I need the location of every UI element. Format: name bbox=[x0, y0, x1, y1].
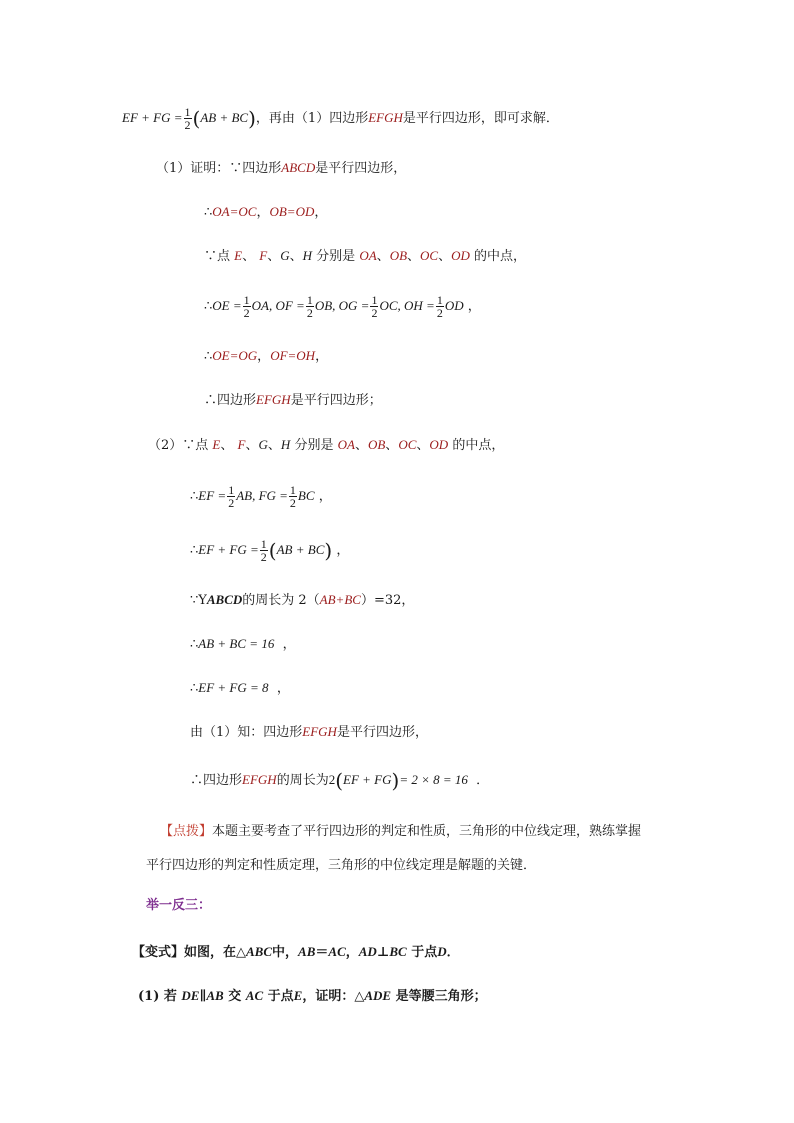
fraction-half: $\frac{1}{2}$ bbox=[436, 293, 443, 320]
section-heading: 举一反三： bbox=[146, 898, 212, 913]
fraction-half: $\frac{1}{2}$ bbox=[289, 483, 296, 510]
line-9: ∴EF = $\frac{1}{2}$ AB, FG = $\frac{1}{2}$ BC ， bbox=[190, 483, 332, 510]
line-12: ∴AB + BC = 16 ， bbox=[190, 636, 296, 652]
fraction-half: $\frac{1}{2}$ bbox=[371, 293, 378, 320]
fraction-half: $\frac{1}{2}$ bbox=[243, 293, 250, 320]
line-2: （1）证明：∵四边形ABCD是平行四边形， bbox=[156, 160, 407, 176]
question-1: (1) 若 DE∥AB 交 AC 于点E，证明：△ADE 是等腰三角形； bbox=[138, 988, 487, 1004]
fraction-half: $\frac{1}{2}$ bbox=[260, 537, 267, 564]
line-4: ∵点 E、 F、G、H 分别是 OA、OB、OC、OD 的中点， bbox=[204, 248, 527, 264]
line-10: ∴EF + FG = $\frac{1}{2}$ (AB + BC) ， bbox=[190, 537, 350, 564]
variant-problem: 【变式】如图，在△ABC中，AB＝AC，AD⊥BC 于点D． bbox=[132, 944, 460, 960]
line-3: ∴OA=OC，OB=OD， bbox=[204, 204, 328, 220]
line-7: ∴四边形EFGH是平行四边形； bbox=[204, 392, 382, 408]
tip-line-1: 【点拨】本题主要考查了平行四边形的判定和性质，三角形的中位线定理，熟练掌握 bbox=[160, 824, 642, 839]
line-8: （2）∵点 E、 F、G、H 分别是 OA、OB、OC、OD 的中点， bbox=[148, 437, 505, 453]
line-14: 由（1）知：四边形EFGH是平行四边形， bbox=[190, 724, 428, 740]
line-1: EF + FG = $\frac{1}{2}$ (AB + BC)，再由（1）四边形EFGH是平行四边形，即可求解． bbox=[122, 105, 559, 132]
line-11: ∵YABCD的周长为 2（AB+BC）=32， bbox=[190, 592, 415, 608]
fraction-half: $\frac{1}{2}$ bbox=[228, 483, 235, 510]
line-5: ∴OE = $\frac{1}{2}$ OA, OF = $\frac{1}{2}$ OB, OG = $\frac{1}{2}$ OC, OH = $\frac{1}{2}$ OD ， bbox=[204, 293, 481, 320]
fraction-half: $\frac{1}{2}$ bbox=[184, 105, 191, 132]
tip-line-2: 平行四边形的判定和性质定理，三角形的中位线定理是解题的关键． bbox=[146, 858, 537, 873]
fraction-half: $\frac{1}{2}$ bbox=[306, 293, 313, 320]
line-15: ∴四边形EFGH的周长为2(EF + FG)= 2 × 8 = 16 ． bbox=[190, 768, 490, 793]
tip-label: 【点拨】 bbox=[160, 824, 213, 839]
line-13: ∴EF + FG = 8 ， bbox=[190, 680, 290, 696]
line-6: ∴OE=OG，OF=OH， bbox=[204, 348, 329, 364]
